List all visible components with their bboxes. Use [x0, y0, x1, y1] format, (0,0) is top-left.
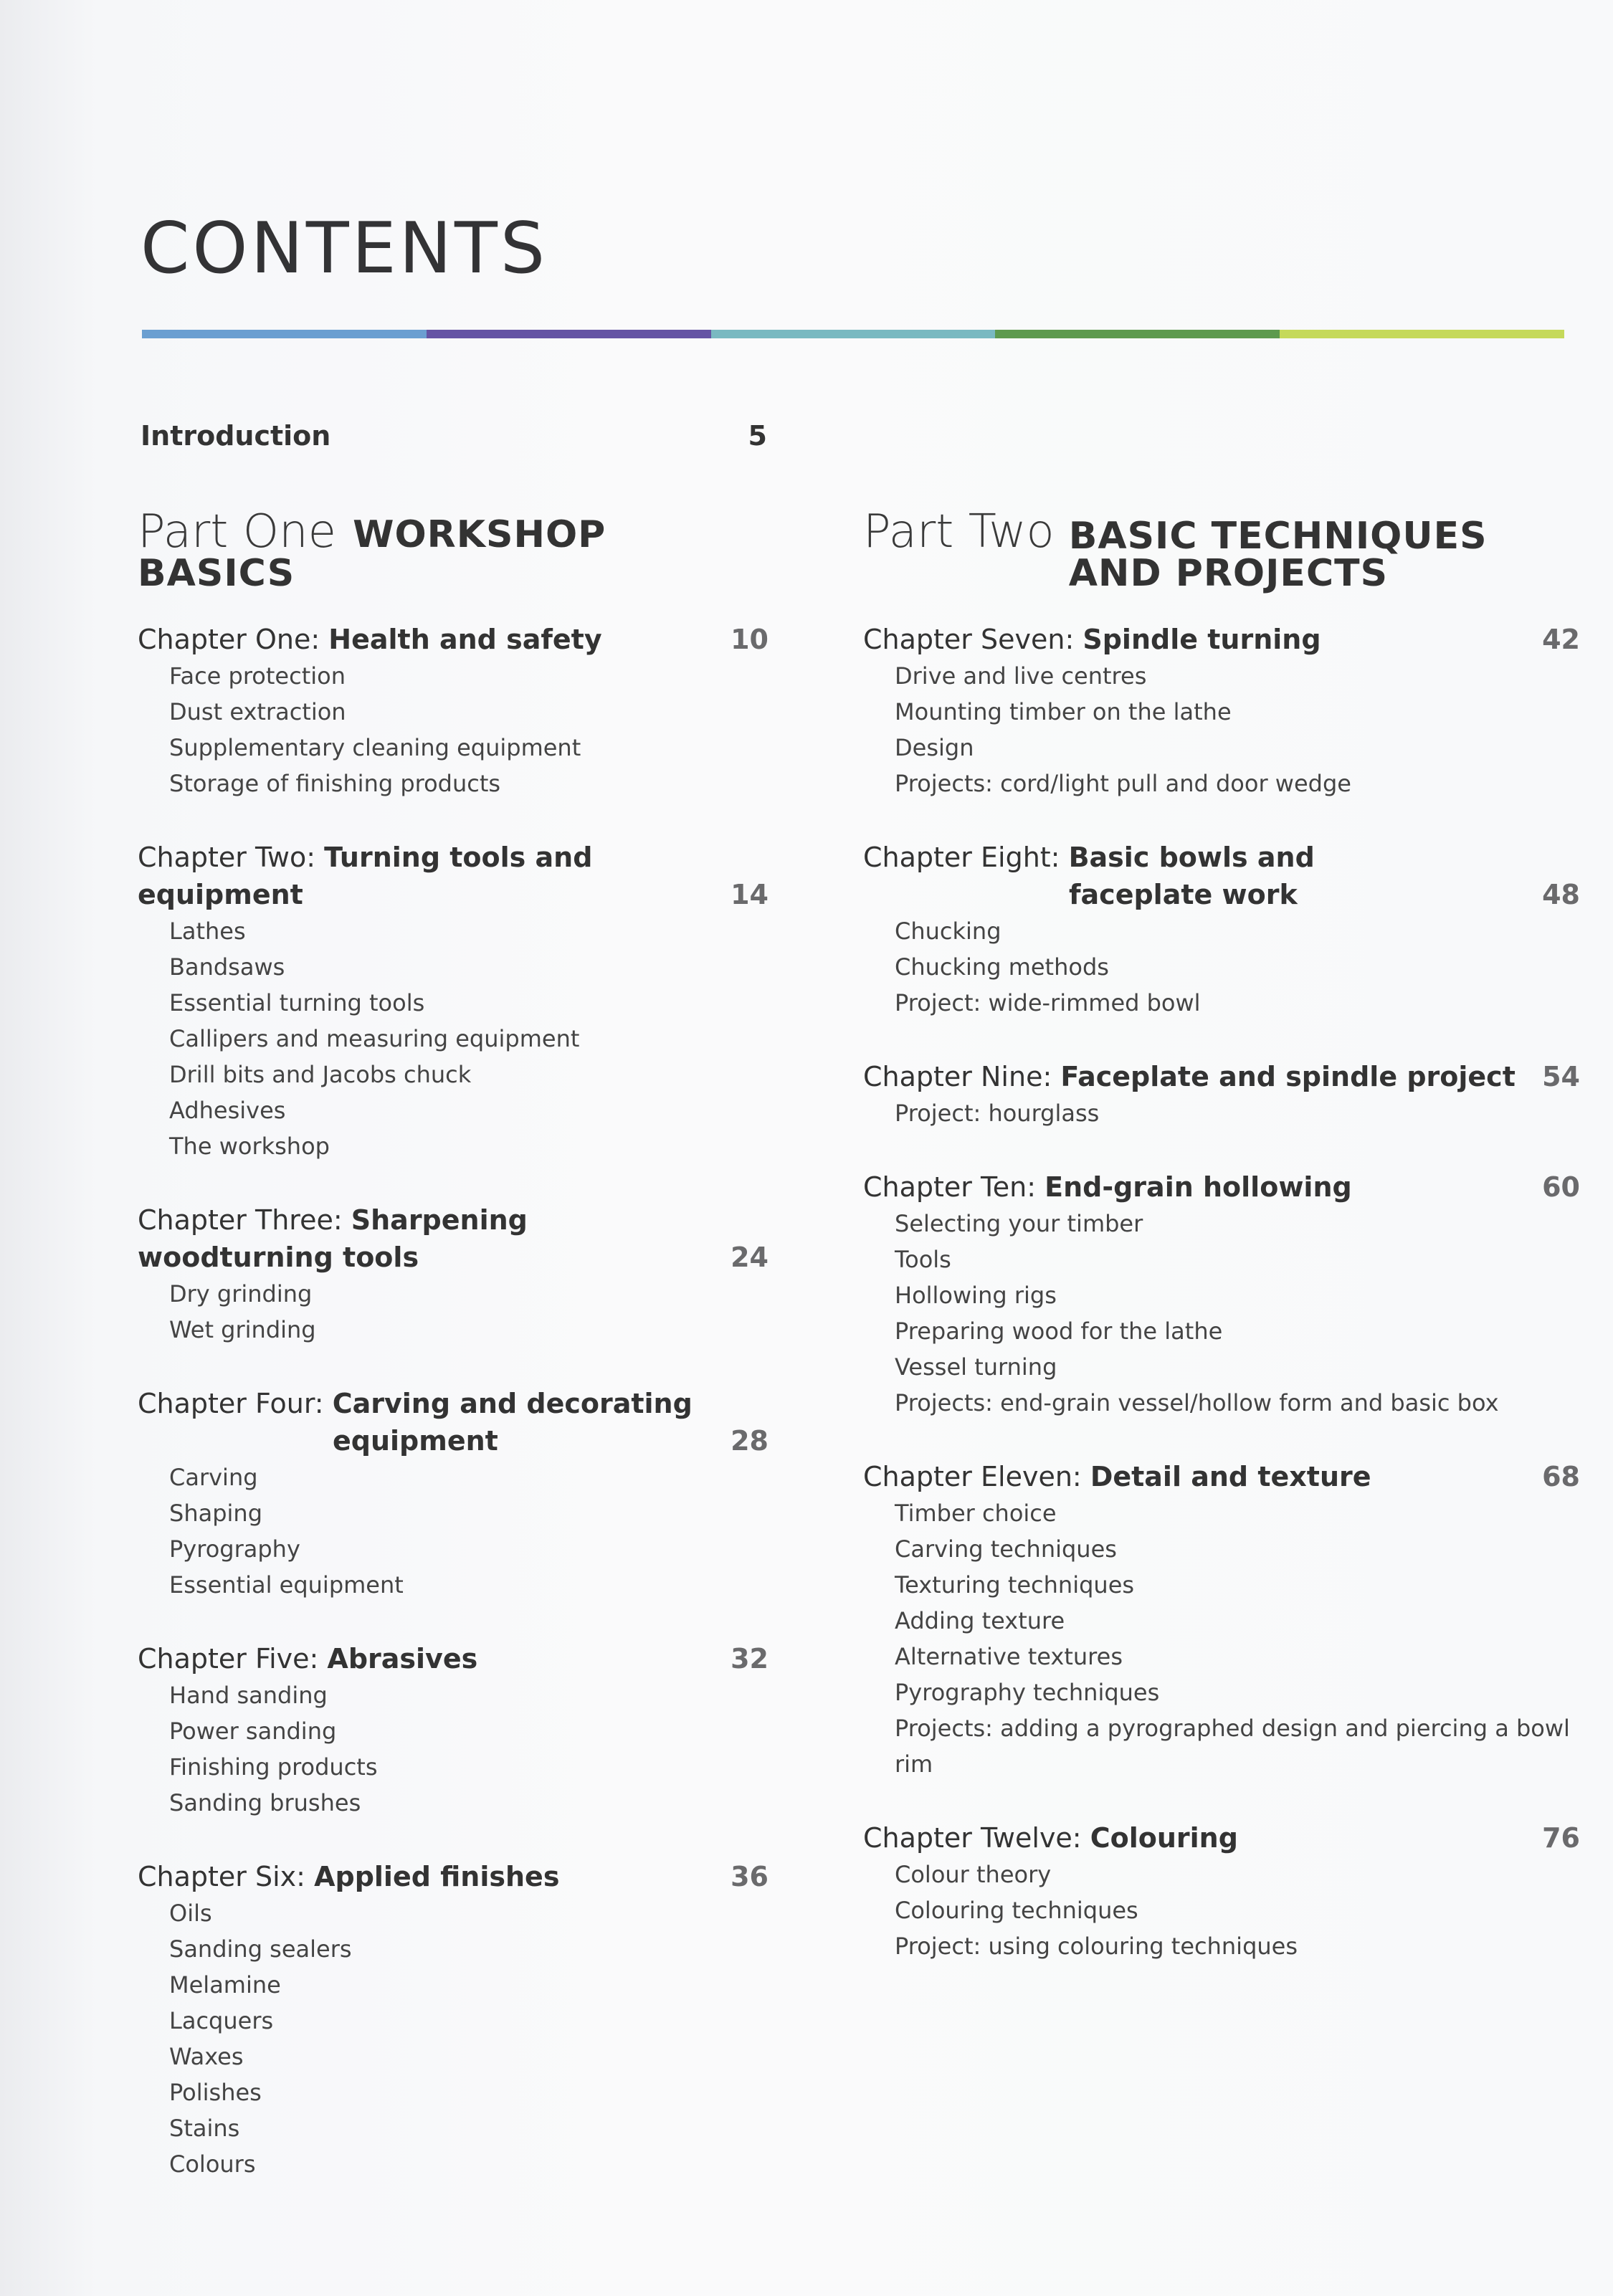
chapter-page-number: 42 [1542, 624, 1580, 655]
chapter-topic: Preparing wood for the lathe [895, 1318, 1223, 1345]
chapter-heading [863, 1819, 1580, 1857]
chapter-title: Carving and decorating [332, 1388, 693, 1419]
chapter-title: Abrasives [327, 1643, 478, 1675]
part-one-label: Part One [138, 505, 336, 558]
chapter-title-block [138, 1640, 477, 1677]
chapter-topic-list [863, 1857, 1580, 1964]
chapter-prefix: Chapter Six: [138, 1861, 305, 1892]
color-divider-bar [142, 330, 1564, 338]
chapter-prefix: Chapter Four: [138, 1388, 324, 1419]
bar-segment [1280, 330, 1564, 338]
chapter-topic: Tools [895, 1246, 951, 1273]
chapter-topic: Projects: cord/light pull and door wedge [895, 770, 1351, 797]
chapter-topic: Alternative textures [895, 1643, 1123, 1670]
bar-segment [427, 330, 711, 338]
chapter-topic: Dust extraction [169, 698, 346, 725]
chapter-topic: Essential equipment [169, 1571, 404, 1599]
chapter-title-block [138, 1858, 559, 1895]
chapter-topic-list [138, 658, 769, 801]
chapter-entry[interactable] [138, 839, 769, 1164]
chapter-topic: Projects: adding a pyrographed design and piercing a bowl rim [895, 1715, 1570, 1778]
chapter-prefix: Chapter Three: [138, 1204, 343, 1236]
chapter-topic: Essential turning tools [169, 989, 425, 1016]
chapter-title-block [138, 839, 725, 913]
chapter-topic-list [863, 1206, 1580, 1421]
chapter-topic: Carving techniques [895, 1535, 1117, 1563]
chapter-title: Applied finishes [314, 1861, 560, 1892]
chapter-topic: Drive and live centres [895, 662, 1147, 690]
chapter-title-block [863, 621, 1321, 658]
chapter-entry[interactable] [863, 839, 1580, 1021]
bar-segment [995, 330, 1280, 338]
chapter-page-number: 54 [1542, 1061, 1580, 1092]
chapter-prefix: Chapter Five: [138, 1643, 319, 1675]
chapter-page-number: 36 [731, 1861, 769, 1892]
chapter-title: Sharpening woodturning tools [138, 1204, 528, 1273]
chapter-topic: Shaping [169, 1500, 262, 1527]
chapter-heading [863, 1058, 1580, 1095]
chapter-topic: Callipers and measuring equipment [169, 1025, 580, 1052]
chapter-prefix: Chapter Ten: [863, 1171, 1037, 1203]
chapter-topic-list [863, 1495, 1580, 1782]
chapter-title-block [863, 1819, 1238, 1857]
bar-segment [142, 330, 427, 338]
chapter-page-number: 48 [1542, 879, 1580, 910]
chapter-page-number: 32 [731, 1643, 769, 1675]
chapter-topic: Chucking methods [895, 953, 1109, 981]
chapter-title-block [863, 1458, 1371, 1495]
chapter-topic: Vessel turning [895, 1353, 1057, 1381]
chapter-page-number: 68 [1542, 1461, 1580, 1492]
chapter-prefix: Chapter Twelve: [863, 1822, 1082, 1854]
part-two-label: Part Two [863, 505, 1055, 558]
chapter-topic: Colours [169, 2150, 256, 2178]
chapter-page-number: 10 [731, 624, 769, 655]
chapter-heading [138, 621, 769, 658]
chapter-topic: Melamine [169, 1971, 281, 1999]
chapter-entry[interactable] [863, 1458, 1580, 1782]
chapter-topic: Power sanding [169, 1718, 337, 1745]
chapter-topic: Finishing products [169, 1753, 378, 1781]
chapter-topic-list [138, 1459, 769, 1603]
chapter-topic: Adding texture [895, 1607, 1065, 1634]
toc-entry-introduction[interactable] [141, 420, 771, 452]
part-one-heading [138, 505, 769, 595]
chapter-entry[interactable] [138, 1640, 769, 1821]
chapter-entry[interactable] [138, 1858, 769, 2182]
chapter-prefix: Chapter One: [138, 624, 320, 655]
chapter-title-block [138, 1201, 725, 1276]
chapter-topic-list [863, 658, 1580, 801]
page-title: CONTENTS [141, 208, 548, 290]
chapter-title-block [863, 1168, 1352, 1206]
part-two-chapter-list [863, 621, 1580, 1964]
chapter-title-block [138, 621, 602, 658]
chapter-prefix: Chapter Eleven: [863, 1461, 1082, 1492]
chapter-entry[interactable] [863, 1819, 1580, 1964]
chapter-title-continued: equipment [333, 1425, 498, 1457]
part-two-title [1068, 515, 1488, 595]
chapter-topic: Supplementary cleaning equipment [169, 734, 581, 761]
chapter-title: Detail and texture [1090, 1461, 1371, 1492]
chapter-title-block [138, 1385, 693, 1459]
chapter-heading [863, 1168, 1580, 1206]
bar-segment [711, 330, 996, 338]
chapter-topic: Sanding sealers [169, 1935, 352, 1963]
chapter-page-number: 60 [1542, 1171, 1580, 1203]
part-two-title-line1: BASIC TECHNIQUES [1068, 515, 1488, 558]
chapter-title: Spindle turning [1083, 624, 1321, 655]
chapter-title-continued: faceplate work [1069, 879, 1298, 910]
chapter-topic: Waxes [169, 2043, 244, 2070]
chapter-topic: Colouring techniques [895, 1897, 1138, 1924]
chapter-topic: Project: using colouring techniques [895, 1933, 1298, 1960]
part-one-title: WORKSHOP BASICS [138, 513, 606, 595]
chapter-heading [138, 1640, 769, 1677]
chapter-topic-list [138, 1895, 769, 2182]
chapter-topic: Project: wide-rimmed bowl [895, 989, 1201, 1016]
chapter-topic-list [863, 913, 1580, 1021]
chapter-topic: Project: hourglass [895, 1100, 1100, 1127]
chapter-topic: Timber choice [895, 1500, 1057, 1527]
chapter-title: Basic bowls and [1068, 842, 1315, 873]
introduction-label: Introduction [141, 420, 331, 452]
chapter-title: End-grain hollowing [1045, 1171, 1352, 1203]
chapter-page-number: 76 [1542, 1822, 1580, 1854]
chapter-topic: Lathes [169, 918, 246, 945]
chapter-prefix: Chapter Eight: [863, 842, 1060, 873]
chapter-topic: Hollowing rigs [895, 1282, 1057, 1309]
chapter-topic: Selecting your timber [895, 1210, 1143, 1237]
chapter-page-number: 14 [731, 879, 769, 910]
chapter-topic: Texturing techniques [895, 1571, 1135, 1599]
chapter-topic: Storage of finishing products [169, 770, 501, 797]
chapter-topic: Hand sanding [169, 1682, 328, 1709]
chapter-topic-list [138, 1677, 769, 1821]
chapter-entry[interactable] [138, 1201, 769, 1348]
chapter-topic-list [138, 1276, 769, 1348]
chapter-topic: Chucking [895, 918, 1001, 945]
chapter-topic: Design [895, 734, 974, 761]
chapter-prefix: Chapter Seven: [863, 624, 1075, 655]
chapter-title-block [863, 1058, 1516, 1095]
chapter-topic: Dry grinding [169, 1280, 313, 1307]
chapter-topic: Mounting timber on the lathe [895, 698, 1232, 725]
chapter-topic: Face protection [169, 662, 346, 690]
chapter-topic: Pyrography [169, 1535, 300, 1563]
chapter-topic: Drill bits and Jacobs chuck [169, 1061, 472, 1088]
chapter-topic: Carving [169, 1464, 258, 1491]
chapter-title-block [863, 839, 1315, 913]
chapter-topic: Sanding brushes [169, 1789, 361, 1816]
chapter-topic: Projects: end-grain vessel/hollow form and basic box [895, 1389, 1499, 1416]
chapter-page-number: 24 [731, 1242, 769, 1273]
chapter-topic: Oils [169, 1900, 212, 1927]
chapter-topic: Stains [169, 2115, 240, 2142]
chapter-page-number: 28 [731, 1425, 769, 1457]
chapter-topic: Polishes [169, 2079, 262, 2106]
chapter-topic: Pyrography techniques [895, 1679, 1160, 1706]
chapter-prefix: Chapter Two: [138, 842, 316, 873]
chapter-entry[interactable] [863, 1168, 1580, 1421]
chapter-entry[interactable] [863, 1058, 1580, 1131]
chapter-entry[interactable] [138, 1385, 769, 1603]
chapter-heading [863, 1458, 1580, 1495]
chapter-heading [138, 1858, 769, 1895]
chapter-heading [863, 621, 1580, 658]
chapter-title: Turning tools and equipment [138, 842, 593, 910]
part-two-title-line2: AND PROJECTS [1068, 552, 1389, 595]
chapter-topic: Adhesives [169, 1097, 286, 1124]
part-one-chapter-list [138, 621, 769, 2182]
chapter-title: Health and safety [328, 624, 602, 655]
chapter-heading [138, 1385, 769, 1459]
chapter-heading [863, 839, 1580, 913]
chapter-entry[interactable] [863, 621, 1580, 801]
chapter-topic: Lacquers [169, 2007, 274, 2034]
chapter-entry[interactable] [138, 621, 769, 801]
part-one-column [138, 505, 769, 2219]
chapter-topic-list [138, 913, 769, 1164]
chapter-heading [138, 839, 769, 913]
part-two-column [863, 505, 1580, 2001]
chapter-prefix: Chapter Nine: [863, 1061, 1052, 1092]
chapter-title: Faceplate and spindle project [1060, 1061, 1516, 1092]
chapter-heading [138, 1201, 769, 1276]
chapter-title: Colouring [1090, 1822, 1238, 1854]
introduction-page: 5 [748, 420, 767, 452]
chapter-topic: Wet grinding [169, 1316, 316, 1343]
chapter-topic: The workshop [169, 1133, 330, 1160]
chapter-topic: Bandsaws [169, 953, 285, 981]
chapter-topic: Colour theory [895, 1861, 1052, 1888]
part-two-heading [863, 505, 1580, 595]
chapter-topic-list [863, 1095, 1580, 1131]
